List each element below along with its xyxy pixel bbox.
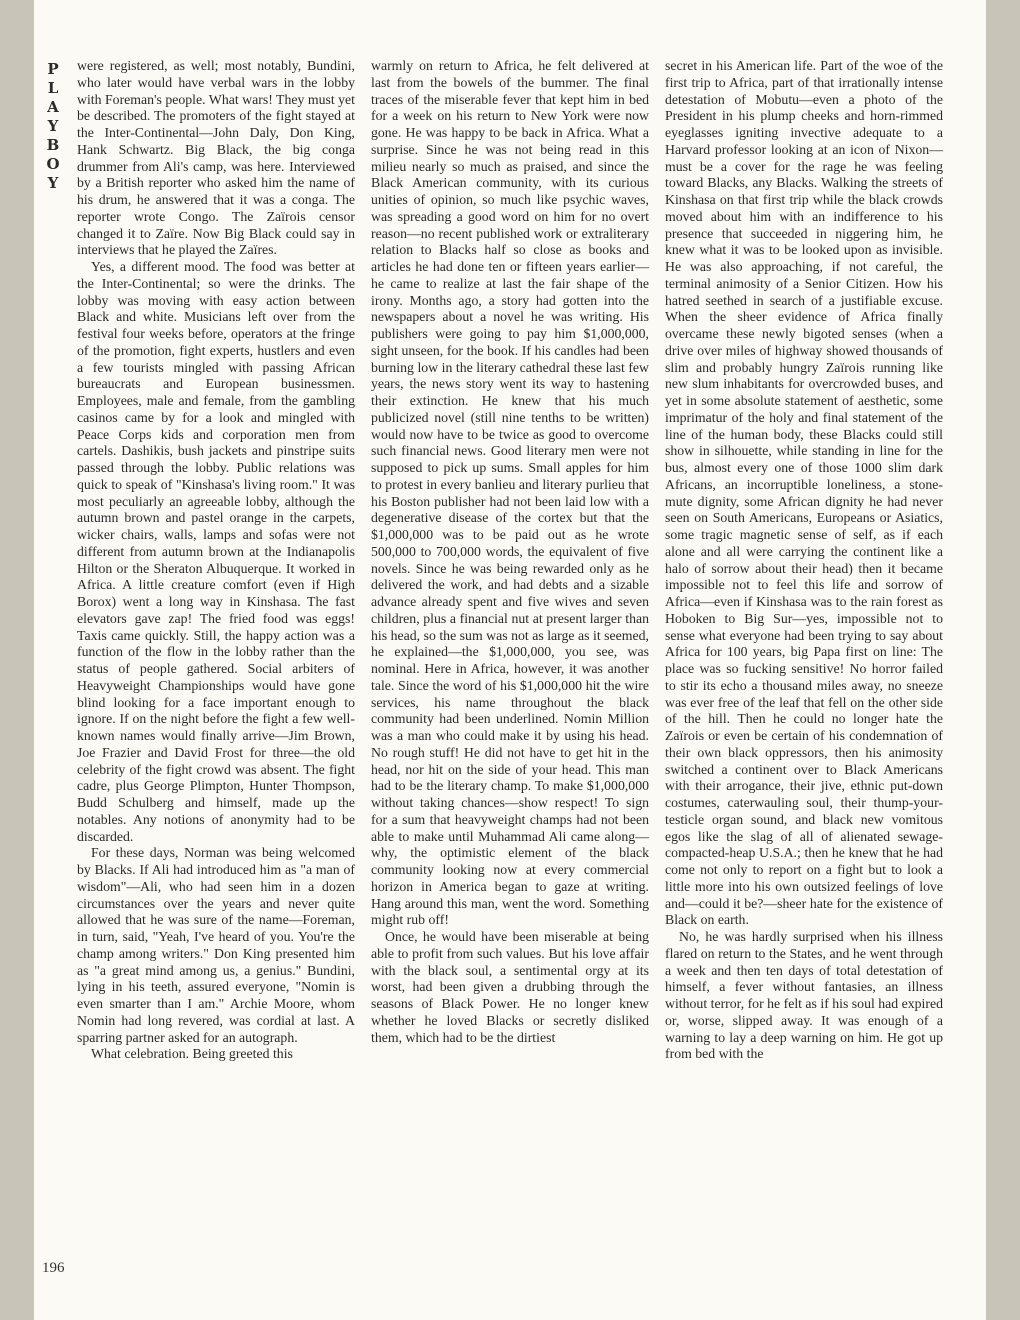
- paragraph: No, he was hardly surprised when his illness flared on return to the States, and he went through a week and then ten days of total detestation of himself, a fever without fantasies, an illness without terror, for he felt as if his soul had expired or, worse, slipped away. It was enough of a warning to lay a deep warning on him. He got up from bed with the: [665, 929, 943, 1062]
- masthead-letter: B: [46, 136, 60, 154]
- magazine-page: [34, 0, 986, 1320]
- playboy-masthead: [40, 60, 66, 193]
- masthead-letter: A: [47, 98, 59, 116]
- masthead-letter: Y: [47, 174, 59, 192]
- paragraph: Yes, a different mood. The food was better at the Inter-Continental; so were the drinks. The lobby was moving with easy action between Black and white. Musicians left over from the festival four weeks before, operators at the fringe of the promotion, fight experts, hustlers and even a few tourists mingled with passing African bureaucrats and European businessmen. Employees, male and female, from the gambling casinos came by for a look and mingled with Peace Corps kids and corporation men from cartels. Dashikis, bush jackets and pinstripe suits passed through the lobby. Public relations was quick to speak of "Kinshasa's living room." It was most peculiarly an agreeable lobby, although the autumn brown and pastel orange in the carpets, wicker chairs, walls, lamps and sofas were not different from autumn brown at the Indianapolis Hilton or the Sheraton Albuquerque. It worked in Africa. A little creature comfort (even if High Borox) went a long way in Kinshasa. The fast elevators gave zap! The fried food was eggs! Taxis came quickly. Still, the happy action was a function of the flow in the lobby rather than the status of people gathered. Social arbiters of Heavyweight Championships would have gone blind looking for a face important enough to ignore. If on the night before the fight a few well-known names would finally arrive—Jim Brown, Joe Frazier and David Frost for three—the old celebrity of the fight crowd was absent. The fight cadre, plus George Plimpton, Hunter Thompson, Budd Schulberg and himself, made up the notables. Any notions of anonymity had to be discarded.: [77, 259, 355, 844]
- paragraph: For these days, Norman was being welcomed by Blacks. If Ali had introduced him as "a man of wisdom"—Ali, who had seen him in a dozen circumstances over the years and never quite allowed that he was sure of the name—Foreman, in turn, said, "Yeah, I've heard of you. You're the champ among writers." Don King presented him as "a great mind among us, a genius." Bundini, lying in his teeth, assured everyone, "Nomin is even smarter than I am." Archie Moore, whom Nomin had long revered, was cordial at last. A sparring partner asked for an autograph.: [77, 845, 355, 1045]
- masthead-letter: O: [46, 155, 60, 173]
- paragraph: Once, he would have been miserable at being able to profit from such values. But his love affair with the black soul, a sentimental orgy at its worst, had been given a drubbing through the seasons of Black Power. He no longer knew whether he loved Blacks or secretly disliked them, which had to be the dirtiest: [371, 929, 649, 1045]
- paragraph: were registered, as well; most notably, Bundini, who later would have verbal wars in the lobby with Foreman's people. What wars! They must yet be described. The promoters of the fight stayed at the Inter-Continental—John Daly, Don King, Hank Schwartz. Big Black, the big conga drummer from Ali's camp, was here. Interviewed by a British reporter who asked him the name of his drum, he answered that it was a conga. The reporter wrote Congo. The Zaïrois censor changed it to Zaïre. Now Big Black could say in interviews that he played the Zaïres.: [77, 58, 355, 258]
- text-column-2: [371, 58, 649, 1046]
- masthead-letter: Y: [47, 117, 59, 135]
- paragraph: warmly on return to Africa, he felt delivered at last from the bowels of the bummer. The final traces of the miserable fever that kept him in bed for a week on his return to New York were now gone. He was happy to be back in Africa. What a surprise. Since he was not being read in this milieu nearly so much as praised, and since the Black American community, with its curious unities of opinion, so much like psychic waves, was spreading a good word on him for no overt reason—no recent published work or extraliterary relation to Blacks half so close as books and articles he had done ten or fifteen years earlier—he came to realize at last the fair shape of the irony. Months ago, a story had gotten into the newspapers about a novel he was writing. His publishers were going to pay him $1,000,000, sight unseen, for the book. If his candles had been burning low in the literary cathedral these last few years, the news story went its way to hastening their extinction. He knew that his much publicized novel (still nine tenths to be written) would now have to be twice as good to overcome such financial news. Good literary men were not supposed to pick up sums. Small apples for him to protest in every banlieu and literary purlieu that his Boston publisher had not been laid low with a degenerative disease of the cortex but that the $1,000,000 was to be paid out as he wrote 500,000 to 700,000 words, the equivalent of five novels. Since he was being rewarded only as he delivered the work, and had debts and a sizable advance already spent and five wives and seven children, plus a financial nut at present larger than his head, so the sum was not as large as it seemed, he explained—the $1,000,000, you see, was nominal. Here in Africa, however, it was another tale. Since the word of his $1,000,000 hit the wire services, his name throughout the black community had been underlined. Nomin Million was a man who could make it by using his head. No rough stuff! He did not have to get hit in the head, nor hit on the side of your head. This man had to be the literary champ. To make $1,000,000 without taking chances—show respect! To sign for a sum that heavyweight champs had not been able to make until Muhammad Ali came along—why, the optimistic element of the black community looking now at every commercial horizon in America began to gaze at writing. Hang around this man, went the word. Something might rub off!: [371, 58, 649, 928]
- masthead-letter: P: [47, 60, 59, 78]
- text-column-1: [77, 58, 355, 1063]
- paragraph: What celebration. Being greeted this: [91, 1046, 293, 1062]
- text-column-3: [665, 58, 943, 1063]
- page-number: 196: [42, 1260, 65, 1276]
- masthead-letter: L: [47, 79, 59, 97]
- paragraph: secret in his American life. Part of the woe of the first trip to Africa, part of that irrationally intense detestation of Mobutu—even a photo of the President in his plump cheeks and horn-rimmed eyeglasses igniting invective adequate to a Harvard professor looking at an icon of Nixon—must be a cover for the rage he was feeling toward Blacks, any Blacks. Walking the streets of Kinshasa on that first trip while the black crowds moved about him with an indifference to his presence that succeeded in niggering him, he knew what it was to be looked upon as invisible. He was also approaching, if not careful, the terminal animosity of a Senior Citizen. How his hatred seethed in search of a justifiable excuse. When the sheer evidence of Africa finally overcame these newly bigoted senses (when a drive over miles of highway showed thousands of slim and probably hungry Zaïrois running like new slum inhabitants for overcrowded buses, and yet in some absolute statement of aesthetic, some imprimatur of the holy and final statement of the line of the human body, these Blacks could still show in silhouette, while standing in line for the bus, almost every one of those 1000 slim dark Africans, an incorruptible loneliness, a stone-mute dignity, some African dignity he had never seen on South Americans, Europeans or Asiatics, some tragic magnetic sense of self, as if each alone and all were carrying the continent like a halo of sorrow about their head) then it became impossible not to feel this life and sorrow of Africa—even if Kinshasa was to the rain forest as Hoboken to Big Sur—yes, impossible not to sense what everyone had been trying to say about Africa for 100 years, big Papa first on line: The place was so fucking sensitive! No horror failed to stir its echo a thousand miles away, no sneeze was ever free of the leaf that fell on the other side of the hill. Then he could no longer hate the Zaïrois or even be certain of his condemnation of their own black oppressors, then his animosity switched a continent over to Black Americans with their arrogance, their jive, ethnic put-down costumes, caterwauling soul, their thump-your-testicle organ sound, and black new vomitous egos like the slag of all of alienated sewage-compacted-heap U.S.A.; then he knew that he had come not only to report on a fight but to look a little more into his own outsized feelings of love and—could it be?—sheer hate for the existence of Black on earth.: [665, 58, 943, 928]
